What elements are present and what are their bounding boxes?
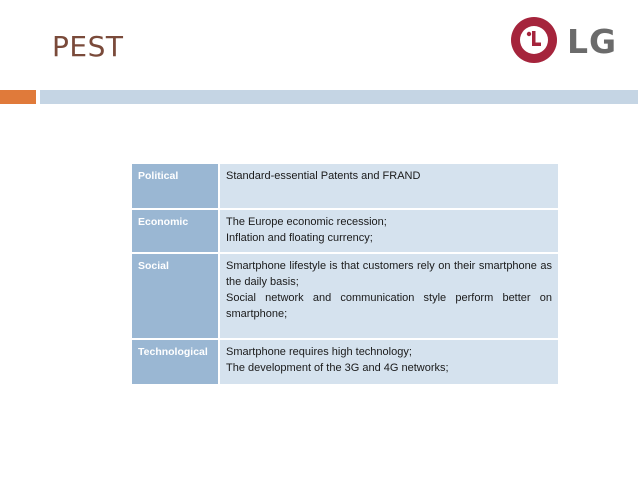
- row-key: Technological: [131, 339, 219, 385]
- table-row-technological: [131, 339, 559, 385]
- row-value-line: The development of the 3G and 4G networks;: [226, 362, 449, 374]
- row-key: Economic: [131, 209, 219, 253]
- row-value: [219, 253, 559, 339]
- pest-table: [130, 162, 560, 386]
- row-key: Social: [131, 253, 219, 339]
- row-value: [219, 209, 559, 253]
- row-value-line: The Europe economic recession;: [226, 216, 387, 228]
- accent-bar-orange: [0, 90, 36, 104]
- row-value-line: Smartphone lifestyle is that customers rely on their smartphone as the daily basis;: [226, 260, 552, 288]
- row-value: [219, 339, 559, 385]
- accent-bar-blue: [40, 90, 638, 104]
- row-value-line: Smartphone requires high technology;: [226, 346, 412, 358]
- row-value-line: Inflation and floating currency;: [226, 232, 373, 244]
- table-row-economic: [131, 209, 559, 253]
- slide-title: PEST: [52, 30, 124, 63]
- row-key: Political: [131, 163, 219, 209]
- table-row-social: [131, 253, 559, 339]
- logo-text: LG: [567, 22, 618, 61]
- row-value-line: Standard-essential Patents and FRAND: [226, 170, 421, 182]
- row-value: [219, 163, 559, 209]
- row-value-line: Social network and communication style perform better on smartphone;: [226, 292, 552, 320]
- table-row-political: [131, 163, 559, 209]
